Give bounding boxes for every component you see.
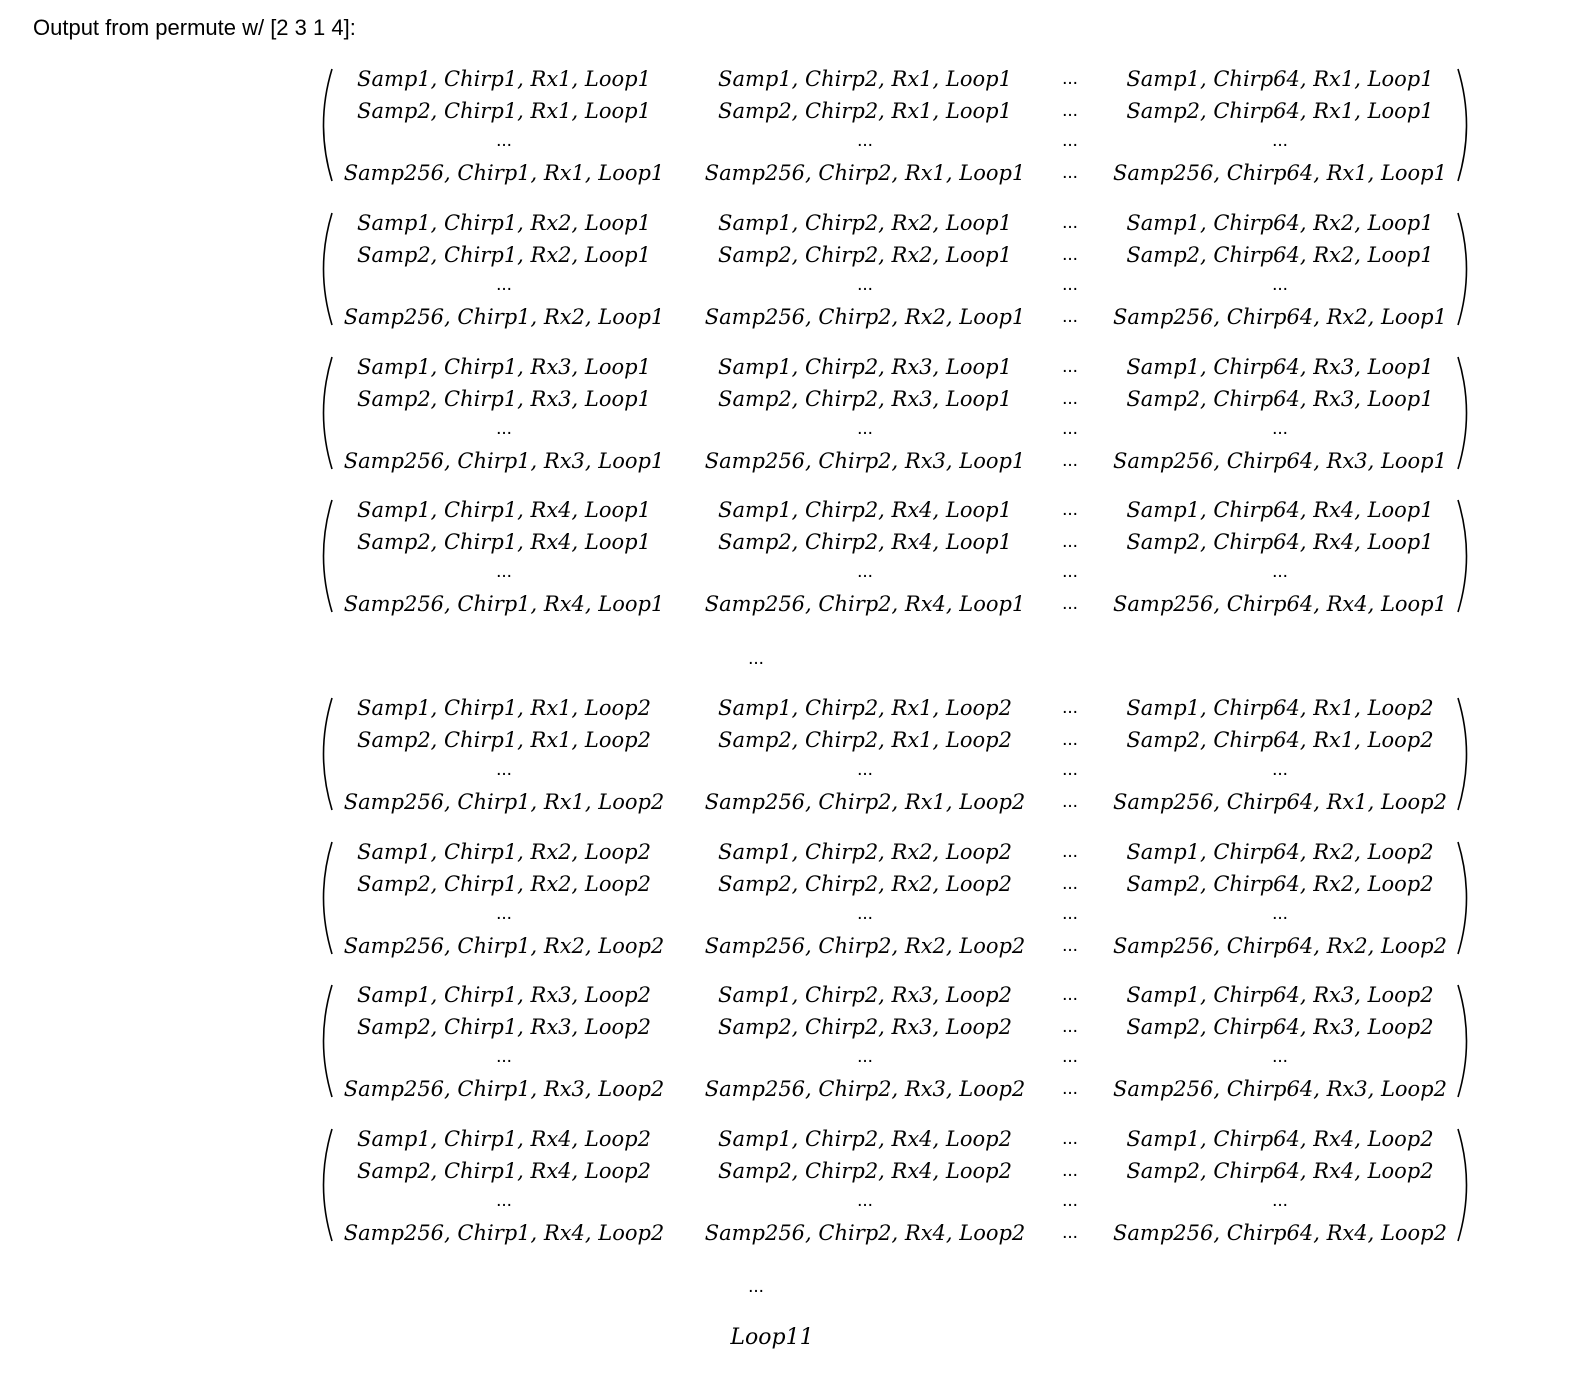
matrix-cell: Samp1, Chirp2, Rx1, Loop1: [718, 67, 1012, 91]
matrix-block: [314, 981, 1476, 1101]
matrix-ellipsis: ...: [857, 418, 873, 439]
matrix-ellipsis: ...: [1272, 759, 1288, 780]
matrix-cell: Samp1, Chirp2, Rx4, Loop1: [718, 498, 1012, 522]
matrix-ellipsis: ...: [857, 903, 873, 924]
matrix-ellipsis: ...: [1062, 499, 1078, 520]
matrix-cell: Samp1, Chirp64, Rx2, Loop2: [1126, 840, 1434, 864]
matrix-block: [314, 838, 1476, 958]
matrix-ellipsis: ...: [496, 903, 512, 924]
matrix-cell: Samp256, Chirp2, Rx2, Loop1: [704, 305, 1026, 329]
matrix-cell: Samp256, Chirp2, Rx2, Loop2: [704, 934, 1026, 958]
matrix-ellipsis: ...: [1272, 130, 1288, 151]
matrix-ellipsis: ...: [1062, 729, 1078, 750]
matrix-ellipsis: ...: [496, 130, 512, 151]
matrix-cell: Samp2, Chirp64, Rx1, Loop1: [1126, 99, 1434, 123]
matrix-block: [314, 1125, 1476, 1245]
matrix-block: [314, 209, 1476, 329]
matrix-cell: Samp2, Chirp2, Rx2, Loop2: [718, 872, 1012, 896]
matrix-cell: Samp2, Chirp64, Rx3, Loop1: [1126, 387, 1434, 411]
matrix-ellipsis: ...: [496, 1190, 512, 1211]
matrix-ellipsis: ...: [1062, 531, 1078, 552]
matrix-ellipsis: ...: [1062, 984, 1078, 1005]
right-parenthesis: [1454, 1125, 1476, 1245]
matrix-ellipsis: ...: [857, 561, 873, 582]
matrix-cell: Samp256, Chirp2, Rx1, Loop1: [704, 161, 1026, 185]
matrix-cell: Samp256, Chirp1, Rx1, Loop2: [343, 790, 665, 814]
matrix-cell: Samp2, Chirp1, Rx4, Loop1: [357, 530, 651, 554]
matrix-ellipsis: ...: [1272, 903, 1288, 924]
matrix-cell: Samp1, Chirp2, Rx3, Loop1: [718, 355, 1012, 379]
matrix-cell: Samp2, Chirp1, Rx2, Loop1: [357, 243, 651, 267]
matrix-ellipsis: ...: [857, 1190, 873, 1211]
left-parenthesis: [314, 1125, 336, 1245]
vertical-ellipsis-separator: ...: [748, 648, 764, 669]
matrix-ellipsis: ...: [1272, 1046, 1288, 1067]
matrix-cell: Samp2, Chirp64, Rx1, Loop2: [1126, 728, 1434, 752]
matrix-cell: Samp1, Chirp1, Rx2, Loop1: [357, 211, 651, 235]
matrix-cell: Samp1, Chirp1, Rx3, Loop2: [357, 983, 651, 1007]
matrix-cell: Samp1, Chirp2, Rx4, Loop2: [718, 1127, 1012, 1151]
matrix-cell: Samp256, Chirp64, Rx1, Loop1: [1113, 161, 1447, 185]
matrix-cell: Samp2, Chirp1, Rx1, Loop1: [357, 99, 651, 123]
matrix-cell: Samp2, Chirp2, Rx3, Loop2: [718, 1015, 1012, 1039]
matrix-ellipsis: ...: [857, 1046, 873, 1067]
matrix-cell: Samp256, Chirp64, Rx2, Loop1: [1113, 305, 1447, 329]
matrix-ellipsis: ...: [1062, 759, 1078, 780]
right-parenthesis: [1454, 65, 1476, 185]
matrix-ellipsis: ...: [1062, 935, 1078, 956]
matrix-cell: Samp2, Chirp64, Rx3, Loop2: [1126, 1015, 1434, 1039]
left-parenthesis: [314, 209, 336, 329]
left-parenthesis: [314, 838, 336, 958]
vertical-ellipsis-separator: ...: [748, 1276, 764, 1297]
matrix-cell: Samp1, Chirp64, Rx2, Loop1: [1126, 211, 1434, 235]
matrix-cell: Samp256, Chirp2, Rx4, Loop1: [704, 592, 1026, 616]
right-parenthesis: [1454, 981, 1476, 1101]
matrix-cell: Samp1, Chirp1, Rx4, Loop1: [357, 498, 651, 522]
matrix-cell: Samp256, Chirp2, Rx1, Loop2: [704, 790, 1026, 814]
matrix-ellipsis: ...: [1062, 1078, 1078, 1099]
matrix-cell: Samp1, Chirp1, Rx2, Loop2: [357, 840, 651, 864]
matrix-ellipsis: ...: [1062, 791, 1078, 812]
matrix-cell: Samp2, Chirp2, Rx4, Loop1: [718, 530, 1012, 554]
matrix-cell: Samp2, Chirp64, Rx2, Loop1: [1126, 243, 1434, 267]
matrix-ellipsis: ...: [1062, 841, 1078, 862]
matrix-ellipsis: ...: [1062, 593, 1078, 614]
matrix-cell: Samp1, Chirp2, Rx2, Loop2: [718, 840, 1012, 864]
matrix-ellipsis: ...: [1272, 1190, 1288, 1211]
matrix-block: [314, 694, 1476, 814]
left-parenthesis: [314, 694, 336, 814]
matrix-ellipsis: ...: [1062, 1222, 1078, 1243]
matrix-cell: Samp1, Chirp1, Rx3, Loop1: [357, 355, 651, 379]
matrix-cell: Samp2, Chirp1, Rx3, Loop1: [357, 387, 651, 411]
right-parenthesis: [1454, 496, 1476, 616]
matrix-ellipsis: ...: [496, 561, 512, 582]
matrix-ellipsis: ...: [1062, 1046, 1078, 1067]
matrix-ellipsis: ...: [1272, 561, 1288, 582]
matrix-ellipsis: ...: [496, 759, 512, 780]
matrix-cell: Samp2, Chirp2, Rx1, Loop2: [718, 728, 1012, 752]
matrix-ellipsis: ...: [1062, 130, 1078, 151]
matrix-cell: Samp256, Chirp1, Rx2, Loop1: [343, 305, 665, 329]
matrix-ellipsis: ...: [1062, 356, 1078, 377]
matrix-cell: Samp256, Chirp1, Rx4, Loop2: [343, 1221, 665, 1245]
matrix-cell: Samp1, Chirp64, Rx1, Loop1: [1126, 67, 1434, 91]
matrix-ellipsis: ...: [496, 1046, 512, 1067]
left-parenthesis: [314, 353, 336, 473]
matrix-cell: Samp256, Chirp64, Rx2, Loop2: [1113, 934, 1447, 958]
matrix-cell: Samp256, Chirp1, Rx3, Loop2: [343, 1077, 665, 1101]
matrix-ellipsis: ...: [1062, 68, 1078, 89]
matrix-cell: Samp2, Chirp1, Rx2, Loop2: [357, 872, 651, 896]
matrix-cell: Samp256, Chirp1, Rx1, Loop1: [343, 161, 665, 185]
loop-footer-label: Loop11: [730, 1325, 814, 1350]
matrix-cell: Samp1, Chirp2, Rx2, Loop1: [718, 211, 1012, 235]
matrix-cell: Samp2, Chirp1, Rx3, Loop2: [357, 1015, 651, 1039]
matrix-cell: Samp256, Chirp1, Rx3, Loop1: [343, 449, 665, 473]
right-parenthesis: [1454, 209, 1476, 329]
matrix-ellipsis: ...: [857, 130, 873, 151]
right-parenthesis: [1454, 838, 1476, 958]
matrix-cell: Samp1, Chirp64, Rx3, Loop2: [1126, 983, 1434, 1007]
document-heading: Output from permute w/ [2 3 1 4]:: [33, 15, 356, 40]
matrix-block: [314, 496, 1476, 616]
matrix-cell: Samp1, Chirp64, Rx4, Loop1: [1126, 498, 1434, 522]
matrix-cell: Samp256, Chirp64, Rx4, Loop2: [1113, 1221, 1447, 1245]
matrix-ellipsis: ...: [1062, 697, 1078, 718]
left-parenthesis: [314, 496, 336, 616]
matrix-cell: Samp2, Chirp64, Rx4, Loop2: [1126, 1159, 1434, 1183]
matrix-ellipsis: ...: [1062, 418, 1078, 439]
matrix-cell: Samp256, Chirp2, Rx3, Loop2: [704, 1077, 1026, 1101]
matrix-ellipsis: ...: [1062, 1016, 1078, 1037]
matrix-ellipsis: ...: [1062, 274, 1078, 295]
matrix-cell: Samp256, Chirp1, Rx4, Loop1: [343, 592, 665, 616]
matrix-cell: Samp256, Chirp1, Rx2, Loop2: [343, 934, 665, 958]
matrix-cell: Samp256, Chirp64, Rx4, Loop1: [1113, 592, 1447, 616]
matrix-cell: Samp2, Chirp2, Rx2, Loop1: [718, 243, 1012, 267]
matrix-ellipsis: ...: [1062, 244, 1078, 265]
matrix-cell: Samp1, Chirp1, Rx1, Loop2: [357, 696, 651, 720]
matrix-cell: Samp1, Chirp2, Rx1, Loop2: [718, 696, 1012, 720]
matrix-cell: Samp1, Chirp1, Rx1, Loop1: [357, 67, 651, 91]
matrix-ellipsis: ...: [1062, 873, 1078, 894]
matrix-cell: Samp2, Chirp1, Rx4, Loop2: [357, 1159, 651, 1183]
matrix-ellipsis: ...: [1272, 418, 1288, 439]
matrix-cell: Samp1, Chirp64, Rx4, Loop2: [1126, 1127, 1434, 1151]
matrix-ellipsis: ...: [857, 759, 873, 780]
matrix-ellipsis: ...: [1062, 1160, 1078, 1181]
matrix-ellipsis: ...: [1062, 100, 1078, 121]
matrix-ellipsis: ...: [1062, 212, 1078, 233]
matrix-ellipsis: ...: [1062, 450, 1078, 471]
matrix-ellipsis: ...: [1062, 306, 1078, 327]
matrix-cell: Samp1, Chirp2, Rx3, Loop2: [718, 983, 1012, 1007]
matrix-ellipsis: ...: [1062, 388, 1078, 409]
matrix-cell: Samp2, Chirp1, Rx1, Loop2: [357, 728, 651, 752]
matrix-ellipsis: ...: [1062, 1190, 1078, 1211]
matrix-ellipsis: ...: [1062, 561, 1078, 582]
matrix-ellipsis: ...: [1062, 903, 1078, 924]
matrix-block: [314, 65, 1476, 185]
left-parenthesis: [314, 981, 336, 1101]
matrix-cell: Samp2, Chirp2, Rx4, Loop2: [718, 1159, 1012, 1183]
matrix-cell: Samp1, Chirp64, Rx1, Loop2: [1126, 696, 1434, 720]
matrix-cell: Samp1, Chirp64, Rx3, Loop1: [1126, 355, 1434, 379]
matrix-block: [314, 353, 1476, 473]
matrix-ellipsis: ...: [496, 418, 512, 439]
right-parenthesis: [1454, 694, 1476, 814]
right-parenthesis: [1454, 353, 1476, 473]
matrix-ellipsis: ...: [496, 274, 512, 295]
matrix-ellipsis: ...: [1272, 274, 1288, 295]
left-parenthesis: [314, 65, 336, 185]
matrix-cell: Samp2, Chirp64, Rx4, Loop1: [1126, 530, 1434, 554]
matrix-cell: Samp2, Chirp64, Rx2, Loop2: [1126, 872, 1434, 896]
matrix-cell: Samp2, Chirp2, Rx1, Loop1: [718, 99, 1012, 123]
matrix-cell: Samp256, Chirp2, Rx3, Loop1: [704, 449, 1026, 473]
matrix-cell: Samp2, Chirp2, Rx3, Loop1: [718, 387, 1012, 411]
matrix-cell: Samp256, Chirp64, Rx1, Loop2: [1113, 790, 1447, 814]
matrix-cell: Samp256, Chirp2, Rx4, Loop2: [704, 1221, 1026, 1245]
matrix-cell: Samp256, Chirp64, Rx3, Loop2: [1113, 1077, 1447, 1101]
matrix-cell: Samp256, Chirp64, Rx3, Loop1: [1113, 449, 1447, 473]
matrix-ellipsis: ...: [857, 274, 873, 295]
matrix-cell: Samp1, Chirp1, Rx4, Loop2: [357, 1127, 651, 1151]
matrix-ellipsis: ...: [1062, 1128, 1078, 1149]
matrix-ellipsis: ...: [1062, 162, 1078, 183]
